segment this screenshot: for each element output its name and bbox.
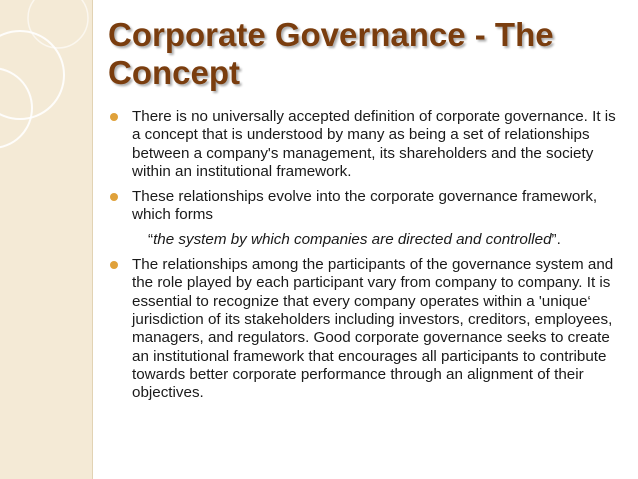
bullet-icon <box>110 193 118 201</box>
bullet-item <box>110 188 620 249</box>
bullet-icon <box>110 261 118 269</box>
decorative-side-panel <box>0 0 92 479</box>
bullet-text: The relationships among the participants of the governance system and the role played by each participant vary from company to company. It is essential to recognize that every company operates within a 'unique‘ jurisdiction of its stakeholders including investors, creditors, employees, managers, and regulators. Good corporate governance seeks to create an institutional framework that encourages all participants to contribute towards better corporate performance through an alignment of their objectives. <box>132 256 614 402</box>
definition-quote <box>148 231 620 249</box>
quote-close-mark: ”. <box>551 230 561 248</box>
panel-divider <box>92 0 93 479</box>
slide-title: Corporate Governance - The Concept <box>108 16 554 91</box>
quote-text: the system by which companies are directed and controlled <box>153 230 552 248</box>
bullet-item <box>110 108 620 181</box>
bullet-text: These relationships evolve into the corporate governance framework, which forms <box>132 188 598 224</box>
bullet-list <box>110 108 620 409</box>
quote-open-mark: “ <box>148 230 154 248</box>
bullet-item <box>110 256 620 402</box>
bullet-icon <box>110 113 118 121</box>
bullet-text: There is no universally accepted definition of corporate governance. It is a concept that is understood by many as being a set of relationships between a company's management, its shareholders and the society within an institutional framework. <box>132 108 616 180</box>
decorative-circles <box>0 0 92 479</box>
